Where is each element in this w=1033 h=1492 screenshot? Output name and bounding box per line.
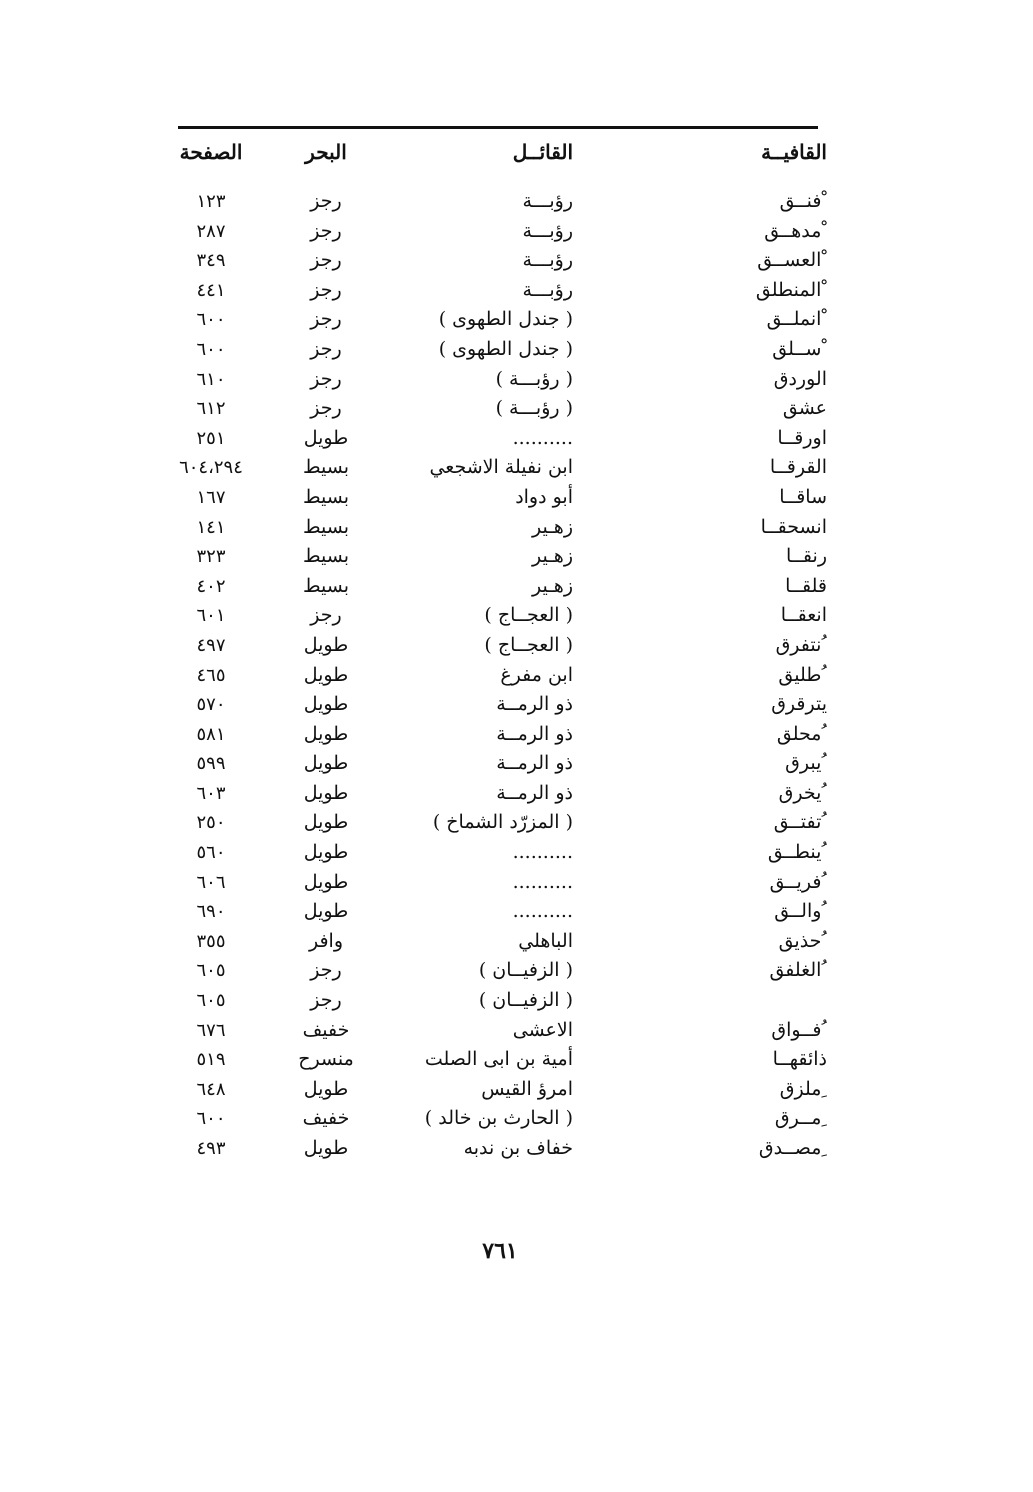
cell-page: ٤٩٣ <box>196 1138 226 1159</box>
cell-qafiya: رنقــا <box>786 545 827 568</box>
cell-bahr: طويل <box>303 663 349 686</box>
cell-page: ٦١٠ <box>196 368 226 390</box>
table-row <box>165 1075 835 1105</box>
cell-qafiya: ســلق ْ <box>772 337 827 360</box>
cell-bahr: رجز <box>310 989 342 1012</box>
cell-page: ٦٠٥ <box>196 960 226 982</box>
cell-bahr: بسيط <box>302 515 349 538</box>
cell-qafiya: نتفرق ُ <box>775 633 827 656</box>
table-body <box>165 187 835 1164</box>
cell-qail: ( العجــاج ) <box>484 633 573 656</box>
cell-qafiya: العســق ْ <box>757 249 827 272</box>
cell-bahr: خفيف <box>302 1107 350 1130</box>
table-row <box>165 601 835 631</box>
cell-qail: .......... <box>512 870 573 893</box>
table-row <box>165 217 835 247</box>
table-row <box>165 424 835 454</box>
cell-bahr: طويل <box>303 841 349 864</box>
cell-qail: زهـير <box>532 545 573 568</box>
cell-page: ٥١٩ <box>196 1049 226 1071</box>
cell-page: ١٦٧ <box>196 486 226 508</box>
cell-bahr: رجز <box>310 278 342 301</box>
cell-bahr: رجز <box>310 397 342 420</box>
cell-qafiya: يترقرق <box>771 693 827 716</box>
table-row <box>165 394 835 424</box>
cell-bahr: طويل <box>303 900 349 923</box>
cell-qafiya: ساقــا <box>779 485 827 508</box>
table-row <box>165 187 835 217</box>
table-row <box>165 808 835 838</box>
page-number: ٧٦١ <box>482 1238 518 1264</box>
table-row <box>165 631 835 661</box>
cell-qafiya: الغلفق ُ <box>769 959 827 982</box>
cell-bahr: رجز <box>310 367 342 390</box>
cell-qafiya: والــق ُ <box>774 900 827 923</box>
cell-page: ٣٢٣ <box>196 546 226 568</box>
cell-page: ٦٧٦ <box>196 1019 226 1041</box>
cell-bahr: طويل <box>303 870 349 893</box>
cell-qafiya: مصــدق ِ <box>758 1137 827 1159</box>
cell-bahr: طويل <box>303 811 349 834</box>
cell-qafiya: فنــق ْ <box>779 190 827 212</box>
cell-page: ٥٦٠ <box>196 842 226 864</box>
cell-qafiya: محلق ُ <box>776 722 827 745</box>
cell-qafiya: فريــق ُ <box>769 870 827 893</box>
table-row <box>165 779 835 809</box>
cell-qafiya: الوردق <box>773 367 827 390</box>
cell-page: ١٤١ <box>196 516 226 538</box>
cell-qail: الاعشى <box>512 1018 573 1041</box>
table-row <box>165 749 835 779</box>
table-row <box>165 305 835 335</box>
cell-page: ٢٥١ <box>196 427 226 449</box>
cell-qail: ( الزفيــان ) <box>478 989 573 1012</box>
table-row <box>165 1016 835 1046</box>
cell-bahr: منسرح <box>298 1048 354 1071</box>
cell-qail: ( الحارث بن خالد ) <box>424 1107 573 1130</box>
cell-bahr: رجز <box>310 219 342 242</box>
cell-qail: امرؤ القيس <box>481 1077 573 1100</box>
cell-qail: ابن مفرغ <box>500 663 573 686</box>
cell-qail: أمية بن ابى الصلت <box>424 1048 573 1071</box>
cell-qail: خفاف بن ندبه <box>463 1137 573 1159</box>
table-row <box>165 1134 835 1164</box>
cell-qafiya: القرقــا <box>769 456 827 479</box>
cell-bahr: رجز <box>310 337 342 360</box>
cell-qafiya: مدهــق ْ <box>764 219 827 242</box>
cell-bahr: رجز <box>310 190 342 212</box>
cell-qafiya: يخرق ُ <box>778 781 827 804</box>
cell-qail: ( جندل الطهوى ) <box>438 308 573 331</box>
table-row <box>165 868 835 898</box>
header-page: الصفحة <box>179 140 243 164</box>
cell-page: ٦٩٠ <box>196 901 226 923</box>
table-row <box>165 365 835 395</box>
cell-bahr: طويل <box>303 722 349 745</box>
cell-page: ٦٠٠ <box>196 1108 226 1130</box>
cell-page: ٦٠٠ <box>196 309 226 331</box>
table-row <box>165 661 835 691</box>
cell-qail: .......... <box>512 900 573 923</box>
cell-qafiya: فــواق ُ <box>771 1018 827 1041</box>
cell-qail: رؤبـــة <box>522 278 573 301</box>
cell-page: ٤٠٢ <box>196 575 226 597</box>
cell-page: ٦٤٨ <box>196 1078 226 1100</box>
header-bahr: البحر <box>305 140 347 164</box>
cell-page: ٦٠٥ <box>196 990 226 1012</box>
cell-page: ٤٩٧ <box>196 634 226 656</box>
cell-qail: ( جندل الطهوى ) <box>438 337 573 360</box>
cell-page: ٣٤٩ <box>196 250 226 272</box>
cell-page: ٣٥٥ <box>196 930 226 952</box>
cell-bahr: طويل <box>303 781 349 804</box>
cell-bahr: طويل <box>303 1077 349 1100</box>
cell-qail: رؤبـــة <box>522 219 573 242</box>
cell-qail: .......... <box>512 426 573 449</box>
cell-bahr: طويل <box>303 693 349 716</box>
table-row <box>165 453 835 483</box>
cell-qail: ذو الرمــة <box>496 722 573 745</box>
cell-qafiya: انعقــا <box>780 604 827 627</box>
table-row <box>165 838 835 868</box>
table-row <box>165 986 835 1016</box>
cell-qail: .......... <box>512 841 573 864</box>
cell-bahr: بسيط <box>302 456 349 479</box>
cell-qafiya: اورقــا <box>777 426 827 449</box>
cell-page: ٦٠٣ <box>196 782 226 804</box>
cell-bahr: رجز <box>310 604 342 627</box>
table-header <box>165 140 835 176</box>
table-row <box>165 513 835 543</box>
cell-bahr: رجز <box>310 249 342 272</box>
cell-qafiya: ملزق ِ <box>779 1077 827 1100</box>
table-row <box>165 956 835 986</box>
cell-qafiya: حذيق ُ <box>778 929 827 952</box>
cell-page: ٥٨١ <box>196 723 226 745</box>
cell-bahr: طويل <box>303 1137 349 1159</box>
cell-qail: الباهلي <box>518 929 573 952</box>
table-row <box>165 1104 835 1134</box>
cell-page: ٥٩٩ <box>196 753 226 775</box>
cell-qail: ذو الرمــة <box>496 693 573 716</box>
cell-page: ٤٦٥ <box>196 664 226 686</box>
table-row <box>165 572 835 602</box>
cell-bahr: طويل <box>303 426 349 449</box>
cell-page: ٢٥٠ <box>196 812 226 834</box>
table-row <box>165 335 835 365</box>
cell-qafiya: المنطلق ْ <box>755 278 827 301</box>
cell-qail: زهـير <box>532 515 573 538</box>
cell-qail: رؤبـــة <box>522 249 573 272</box>
cell-page: ٥٧٠ <box>196 694 226 716</box>
header-qafiya: القافيــة <box>761 140 827 164</box>
cell-qafiya: عشق <box>782 397 827 420</box>
cell-bahr: بسيط <box>302 485 349 508</box>
cell-page: ٦٠٤،٢٩٤ <box>179 457 243 479</box>
cell-qail: أبو دواد <box>515 485 573 508</box>
cell-qafiya: طليق ُ <box>778 663 827 686</box>
table-row <box>165 276 835 306</box>
cell-qail: ( رؤبـــة ) <box>495 367 573 390</box>
cell-bahr: وافر <box>308 929 344 952</box>
cell-qafiya: قلقــا <box>785 574 827 597</box>
table-row <box>165 246 835 276</box>
cell-qail: ابن نفيلة الاشجعي <box>429 456 573 479</box>
table-row <box>165 542 835 572</box>
cell-qail: ذو الرمــة <box>496 781 573 804</box>
cell-qafiya: انملــق ْ <box>766 308 827 331</box>
cell-qail: ذو الرمــة <box>496 752 573 775</box>
cell-page: ٤٤١ <box>196 279 226 301</box>
cell-qail: زهـير <box>532 574 573 597</box>
header-qail: القائــل <box>512 140 573 164</box>
cell-bahr: رجز <box>310 959 342 982</box>
cell-qail: ( الزفيــان ) <box>478 959 573 982</box>
table-row <box>165 483 835 513</box>
cell-qail: ( رؤبـــة ) <box>495 397 573 420</box>
cell-qail: ( العجــاج ) <box>484 604 573 627</box>
cell-qafiya: ذائقهــا <box>772 1048 827 1071</box>
cell-page: ١٢٣ <box>196 191 226 212</box>
cell-bahr: طويل <box>303 633 349 656</box>
cell-qafiya: يبرق ُ <box>785 752 827 775</box>
cell-bahr: بسيط <box>302 574 349 597</box>
cell-page: ٦٠٠ <box>196 338 226 360</box>
table-row <box>165 927 835 957</box>
cell-qafiya: تفتــق ُ <box>773 811 827 834</box>
cell-page: ٦٠١ <box>196 605 226 627</box>
cell-page: ٢٨٧ <box>196 220 226 242</box>
cell-qafiya: ينطــق ُ <box>767 841 827 864</box>
cell-page: ٦١٢ <box>196 398 226 420</box>
cell-qail: ( المزرّد الشماخ ) <box>432 811 573 834</box>
cell-qafiya: انسحقــا <box>760 515 827 538</box>
cell-page: ٦٠٦ <box>196 871 226 893</box>
table-row <box>165 720 835 750</box>
cell-bahr: رجز <box>310 308 342 331</box>
cell-qail: رؤبـــة <box>522 190 573 212</box>
cell-bahr: طويل <box>303 752 349 775</box>
cell-bahr: بسيط <box>302 545 349 568</box>
cell-bahr: خفيف <box>302 1018 350 1041</box>
cell-qafiya: مــرق ِ <box>774 1107 827 1130</box>
table-row <box>165 1045 835 1075</box>
table-row <box>165 690 835 720</box>
top-rule <box>178 126 818 129</box>
table-row <box>165 897 835 927</box>
